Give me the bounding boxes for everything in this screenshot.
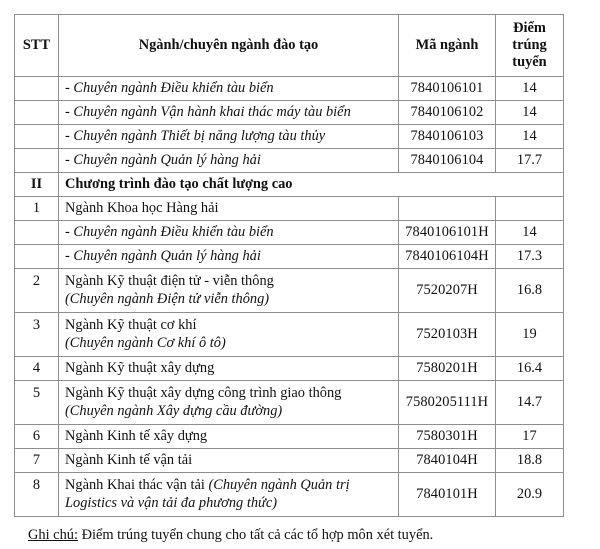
row-major-code: 7840106104H <box>399 245 496 269</box>
row-major-name-main: Ngành Khai thác vận tải <box>65 477 209 494</box>
row-major-code: 7520103H <box>399 313 496 357</box>
row-major-code: 7840106101H <box>399 221 496 245</box>
row-score: 18.8 <box>496 449 564 473</box>
table-row <box>15 77 564 101</box>
table-row <box>15 149 564 173</box>
row-index: 8 <box>15 473 59 517</box>
table-footnote <box>14 526 564 544</box>
admission-score-table <box>14 14 564 517</box>
row-major-name: Ngành Khoa học Hàng hải <box>59 197 399 221</box>
row-score: 14 <box>496 221 564 245</box>
row-score: 14 <box>496 77 564 101</box>
row-major-code: 7840106101 <box>399 77 496 101</box>
table-row <box>15 221 564 245</box>
row-score: 14 <box>496 101 564 125</box>
section-index: II <box>15 173 59 197</box>
row-major-code: 7580301H <box>399 425 496 449</box>
column-header-admission-score <box>496 15 564 77</box>
row-major-code: 7840101H <box>399 473 496 517</box>
row-major-name-main: Ngành Kỹ thuật cơ khí <box>65 317 197 334</box>
section-title: Chương trình đào tạo chất lượng cao <box>59 173 564 197</box>
table-row <box>15 269 564 313</box>
admission-score-line-1: Điểm <box>513 19 546 36</box>
row-major-name <box>59 381 399 425</box>
table-section-row <box>15 173 564 197</box>
column-header-stt: STT <box>15 15 59 77</box>
row-major-name: - Chuyên ngành Quản lý hàng hải <box>59 149 399 173</box>
table-row <box>15 197 564 221</box>
row-major-name: - Chuyên ngành Điều khiển tàu biển <box>59 221 399 245</box>
table-row <box>15 381 564 425</box>
row-index <box>15 245 59 269</box>
column-header-major-name: Ngành/chuyên ngành đào tạo <box>59 15 399 77</box>
table-row <box>15 473 564 517</box>
row-index: 4 <box>15 357 59 381</box>
row-major-name <box>59 473 399 517</box>
column-header-major-code: Mã ngành <box>399 15 496 77</box>
row-major-name-sub: (Chuyên ngành Điện tử viễn thông) <box>65 290 270 307</box>
table-row <box>15 357 564 381</box>
row-major-name: Ngành Kinh tế xây dựng <box>59 425 399 449</box>
row-score: 17.3 <box>496 245 564 269</box>
admission-score-line-2: trúng <box>512 36 547 53</box>
row-major-name <box>59 313 399 357</box>
row-major-name-main: Ngành Kỹ thuật xây dựng công trình giao thông <box>65 385 342 402</box>
row-major-name-main: Ngành Kỹ thuật điện tử - viễn thông <box>65 273 274 290</box>
table-header <box>15 15 564 77</box>
footnote-text: Điểm trúng tuyển chung cho tất cả các tổ hợp môn xét tuyển. <box>77 527 434 543</box>
table-row <box>15 101 564 125</box>
table-row <box>15 449 564 473</box>
row-major-name: - Chuyên ngành Quản lý hàng hải <box>59 245 399 269</box>
row-major-code: 7520207H <box>399 269 496 313</box>
row-major-code: 7840106102 <box>399 101 496 125</box>
row-major-name <box>59 269 399 313</box>
header-row <box>15 15 564 77</box>
row-major-name-sub: Logistics và vận tải đa phương thức) <box>65 494 278 511</box>
row-index: 7 <box>15 449 59 473</box>
row-major-name: Ngành Kinh tế vận tải <box>59 449 399 473</box>
row-major-code: 7840106104 <box>399 149 496 173</box>
row-major-code: 7840104H <box>399 449 496 473</box>
row-major-code: 7580205111H <box>399 381 496 425</box>
row-major-code: 7580201H <box>399 357 496 381</box>
footnote-label: Ghi chú: <box>28 527 78 543</box>
table-row <box>15 125 564 149</box>
row-index: 1 <box>15 197 59 221</box>
row-index: 3 <box>15 313 59 357</box>
row-score: 14.7 <box>496 381 564 425</box>
row-major-name: Ngành Kỹ thuật xây dựng <box>59 357 399 381</box>
row-major-name: - Chuyên ngành Thiết bị năng lượng tàu thủy <box>59 125 399 149</box>
row-major-name: - Chuyên ngành Vận hành khai thác máy tàu biển <box>59 101 399 125</box>
table-row <box>15 245 564 269</box>
row-major-name: - Chuyên ngành Điều khiển tàu biển <box>59 77 399 101</box>
row-score: 17.7 <box>496 149 564 173</box>
table-row <box>15 425 564 449</box>
row-index: 6 <box>15 425 59 449</box>
row-major-code <box>399 197 496 221</box>
row-index <box>15 77 59 101</box>
row-score <box>496 197 564 221</box>
row-score: 19 <box>496 313 564 357</box>
table-body <box>15 77 564 517</box>
table-row <box>15 313 564 357</box>
row-index <box>15 125 59 149</box>
row-index <box>15 221 59 245</box>
row-score: 16.8 <box>496 269 564 313</box>
row-index: 5 <box>15 381 59 425</box>
row-score: 14 <box>496 125 564 149</box>
row-index: 2 <box>15 269 59 313</box>
row-score: 20.9 <box>496 473 564 517</box>
row-score: 17 <box>496 425 564 449</box>
row-major-code: 7840106103 <box>399 125 496 149</box>
row-major-name-sub: (Chuyên ngành Xây dựng cầu đường) <box>65 402 283 419</box>
row-index <box>15 101 59 125</box>
row-major-name-sub: (Chuyên ngành Cơ khí ô tô) <box>65 334 226 351</box>
row-index <box>15 149 59 173</box>
admission-score-line-3: tuyển <box>512 54 547 71</box>
row-score: 16.4 <box>496 357 564 381</box>
row-major-name-inline-sub: (Chuyên ngành Quản trị <box>208 477 350 494</box>
